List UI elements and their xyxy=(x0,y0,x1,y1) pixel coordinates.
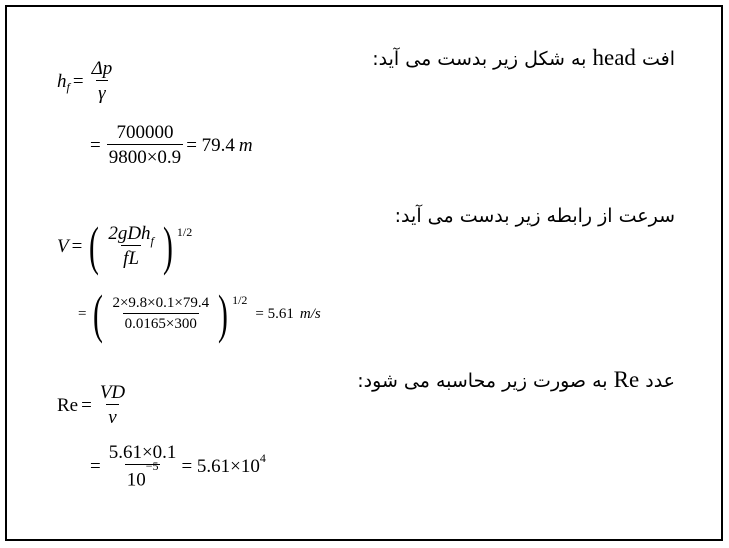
symbol-h: h xyxy=(57,70,67,92)
fraction xyxy=(90,59,115,103)
exponent: 1/2 xyxy=(232,293,248,307)
heading-head-loss xyxy=(372,45,675,71)
equals-sign: = xyxy=(71,235,83,257)
numerator: Δp xyxy=(91,58,113,79)
equals-sign: = xyxy=(78,305,87,322)
denominator: γ xyxy=(96,80,108,103)
equation-hf-definition xyxy=(57,59,117,103)
fraction xyxy=(106,224,156,268)
heading-latin: head xyxy=(592,45,636,70)
unit: m/s xyxy=(299,305,321,322)
equals-sign: = xyxy=(81,394,92,416)
equation-velocity-definition xyxy=(57,216,193,276)
symbol-re: Re xyxy=(57,394,79,416)
fraction xyxy=(107,443,179,489)
fraction xyxy=(110,296,211,332)
heading-reynolds xyxy=(357,367,675,393)
numerator: 700000 xyxy=(116,122,174,143)
fraction xyxy=(107,123,183,167)
result-value: = 5.61×10 xyxy=(181,455,260,477)
equation-reynolds-definition xyxy=(57,383,130,427)
subscript-f: f xyxy=(66,80,70,94)
equation-hf-value xyxy=(87,123,253,167)
subscript-f: f xyxy=(150,234,154,248)
numerator: 2×9.8×0.1×79.4 xyxy=(112,295,210,311)
heading-velocity xyxy=(395,205,675,227)
denominator: 9800×0.9 xyxy=(107,144,183,167)
left-parenthesis: ( xyxy=(89,216,100,276)
heading-text: سرعت از رابطه زیر بدست می آید: xyxy=(394,205,675,227)
numerator: 2gDh xyxy=(108,223,151,244)
result-value: = 5.61 xyxy=(255,305,294,322)
numerator: 5.61×0.1 xyxy=(108,442,177,463)
symbol-v: V xyxy=(57,235,69,257)
equation-velocity-value xyxy=(75,284,321,344)
heading-latin: Re xyxy=(613,367,640,392)
exponent: 1/2 xyxy=(176,225,193,239)
denominator: ν xyxy=(106,404,118,427)
denominator: 0.0165×300 xyxy=(123,313,199,332)
numerator: VD xyxy=(99,382,126,403)
right-parenthesis: ) xyxy=(218,284,229,344)
equation-reynolds-value xyxy=(87,443,266,489)
right-parenthesis: ) xyxy=(162,216,173,276)
left-parenthesis: ( xyxy=(93,284,104,344)
result-value: = 79.4 xyxy=(186,134,235,156)
exponent: 4 xyxy=(259,451,266,466)
slide-page xyxy=(5,5,723,541)
equals-sign: = xyxy=(90,134,101,156)
fraction xyxy=(98,383,127,427)
heading-text: به صورت زیر محاسبه می شود: xyxy=(357,370,614,392)
equals-sign: = xyxy=(72,70,84,92)
equals-sign: = xyxy=(90,455,101,477)
heading-text: به شکل زیر بدست می آید: xyxy=(372,48,593,70)
denominator: 10 xyxy=(126,469,146,491)
heading-text: عدد xyxy=(639,370,675,392)
unit: m xyxy=(238,134,253,156)
heading-text: افت xyxy=(635,48,675,70)
denominator: fL xyxy=(121,245,141,268)
exponent: −5 xyxy=(145,459,159,473)
